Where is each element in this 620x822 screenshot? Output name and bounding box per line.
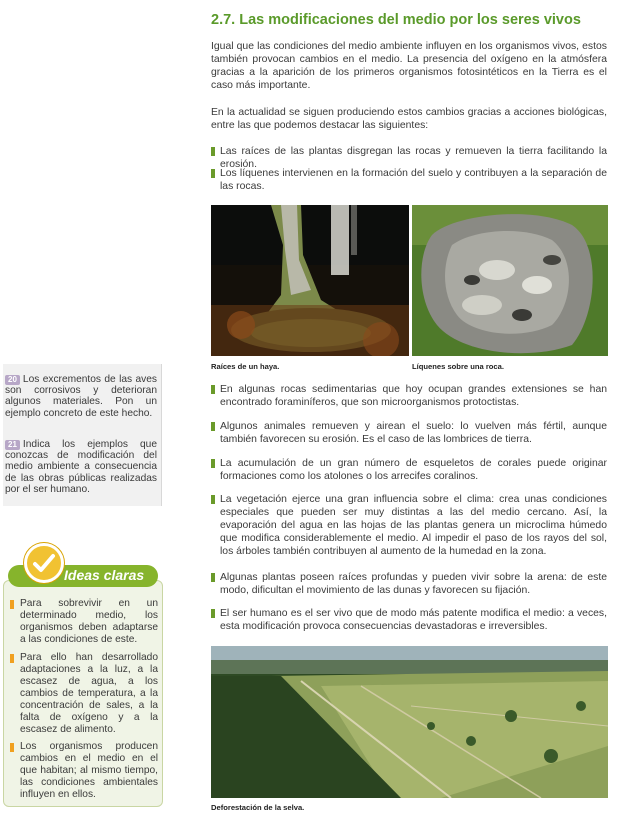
activity-item [5, 374, 157, 419]
ideas-claras-title: Ideas claras [64, 567, 145, 583]
bullet-mark [211, 609, 215, 618]
activity-text: Indica los ejemplos que conozcas de modificación del medio ambiente a consecuencia de las obras públicas realizadas por el ser humano. [5, 439, 157, 495]
ideas-item: Los organismos producen cambios en el medio en el que habitan; al mismo tiempo, las condiciones ambientales influyen en ellos. [20, 741, 158, 800]
bullet-mark [211, 147, 215, 156]
lichens-photo [412, 205, 608, 356]
activity-item [5, 439, 157, 495]
bullet-item [211, 493, 607, 558]
bullet-mark [211, 495, 215, 504]
beech-roots-photo [211, 205, 409, 356]
caption-lichens: Líquenes sobre una roca. [412, 362, 504, 371]
bullet-text: El ser humano es el ser vivo que de modo más patente modifica el medio: a veces, esta modificación provoca consecuencias devastadoras e irreversibles. [220, 608, 607, 632]
activity-text: Los excrementos de las aves son corrosivos y deterioran algunos materiales. Pon un ejemplo concreto de este hecho. [5, 374, 157, 419]
ideas-bullet-mark [10, 600, 14, 609]
intro-paragraph-2: En la actualidad se siguen produciendo estos cambios gracias a acciones biológicas, entre las que podemos destacar las siguientes: [211, 107, 607, 131]
bullet-item [211, 607, 607, 633]
bullet-mark [211, 169, 215, 178]
bullet-text: Algunas plantas poseen raíces profundas y pueden vivir sobre la arena: de este modo, dificultan el movimiento de las dunas y favorecen su fijación. [220, 572, 607, 596]
ideas-bullet-mark [10, 654, 14, 663]
bullet-text: Algunos animales remueven y airean el suelo: lo vuelven más fértil, aunque también favorecen su erosión. Es el caso de las lombrices de tierra. [220, 421, 607, 445]
bullet-item [211, 420, 607, 446]
caption-deforestation: Deforestación de la selva. [211, 803, 305, 812]
bullet-text: Las raíces de las plantas disgregan las rocas y remueven la tierra facilitando la erosión. [220, 146, 607, 170]
checkmark-badge-icon [24, 543, 64, 583]
activity-number: 21 [5, 440, 20, 450]
deforestation-photo [211, 646, 608, 798]
bullet-mark [211, 385, 215, 394]
ideas-bullet-mark [10, 743, 14, 752]
intro-paragraph-1: Igual que las condiciones del medio ambiente influyen en los organismos vivos, estos también provocan cambios en el medio. La presencia del oxígeno en la atmósfera gracias a la aparición de los primeros organismos fotosintéticos en la Tierra es el caso más importante. [211, 41, 607, 91]
bullet-text: La acumulación de un gran número de esqueletos de corales puede originar formaciones como los atolones o los arrecifes coralinos. [220, 458, 607, 482]
caption-beech: Raíces de un haya. [211, 362, 280, 371]
bullet-item [211, 167, 607, 193]
bullet-mark [211, 459, 215, 468]
bullet-text: Los líquenes intervienen en la formación del suelo y contribuyen a la separación de las rocas. [220, 168, 607, 192]
bullet-text: En algunas rocas sedimentarias que hoy ocupan grandes extensiones se han encontrado foraminíferos, que son microorganismos protoctistas. [220, 384, 607, 408]
bullet-mark [211, 573, 215, 582]
bullet-item [211, 571, 607, 597]
bullet-item [211, 383, 607, 409]
bullet-mark [211, 422, 215, 431]
activity-number: 20 [5, 375, 20, 385]
bullet-item [211, 457, 607, 483]
section-heading: 2.7. Las modificaciones del medio por los seres vivos [211, 12, 581, 28]
ideas-item: Para ello han desarrollado adaptaciones a la luz, a la escasez de agua, a los cambios de temperatura, a la concentración de sales, a la falta de oxígeno y a la escasez de alimento. [20, 652, 158, 735]
bullet-text: La vegetación ejerce una gran influencia sobre el clima: crea unas condiciones especiales que pueden ser muy distintas a las del medio cercano. Así, la evaporación del agua en las hojas de las plantas genera un microclima húmedo que modifica considerablemente el medio. Al impedir el paso de los rayos del sol, los árboles también contribuyen al aumento de la humedad en la zona. [220, 494, 607, 557]
ideas-item: Para sobrevivir en un determinado medio, los organismos deben adaptarse a las condiciones de este. [20, 598, 158, 645]
